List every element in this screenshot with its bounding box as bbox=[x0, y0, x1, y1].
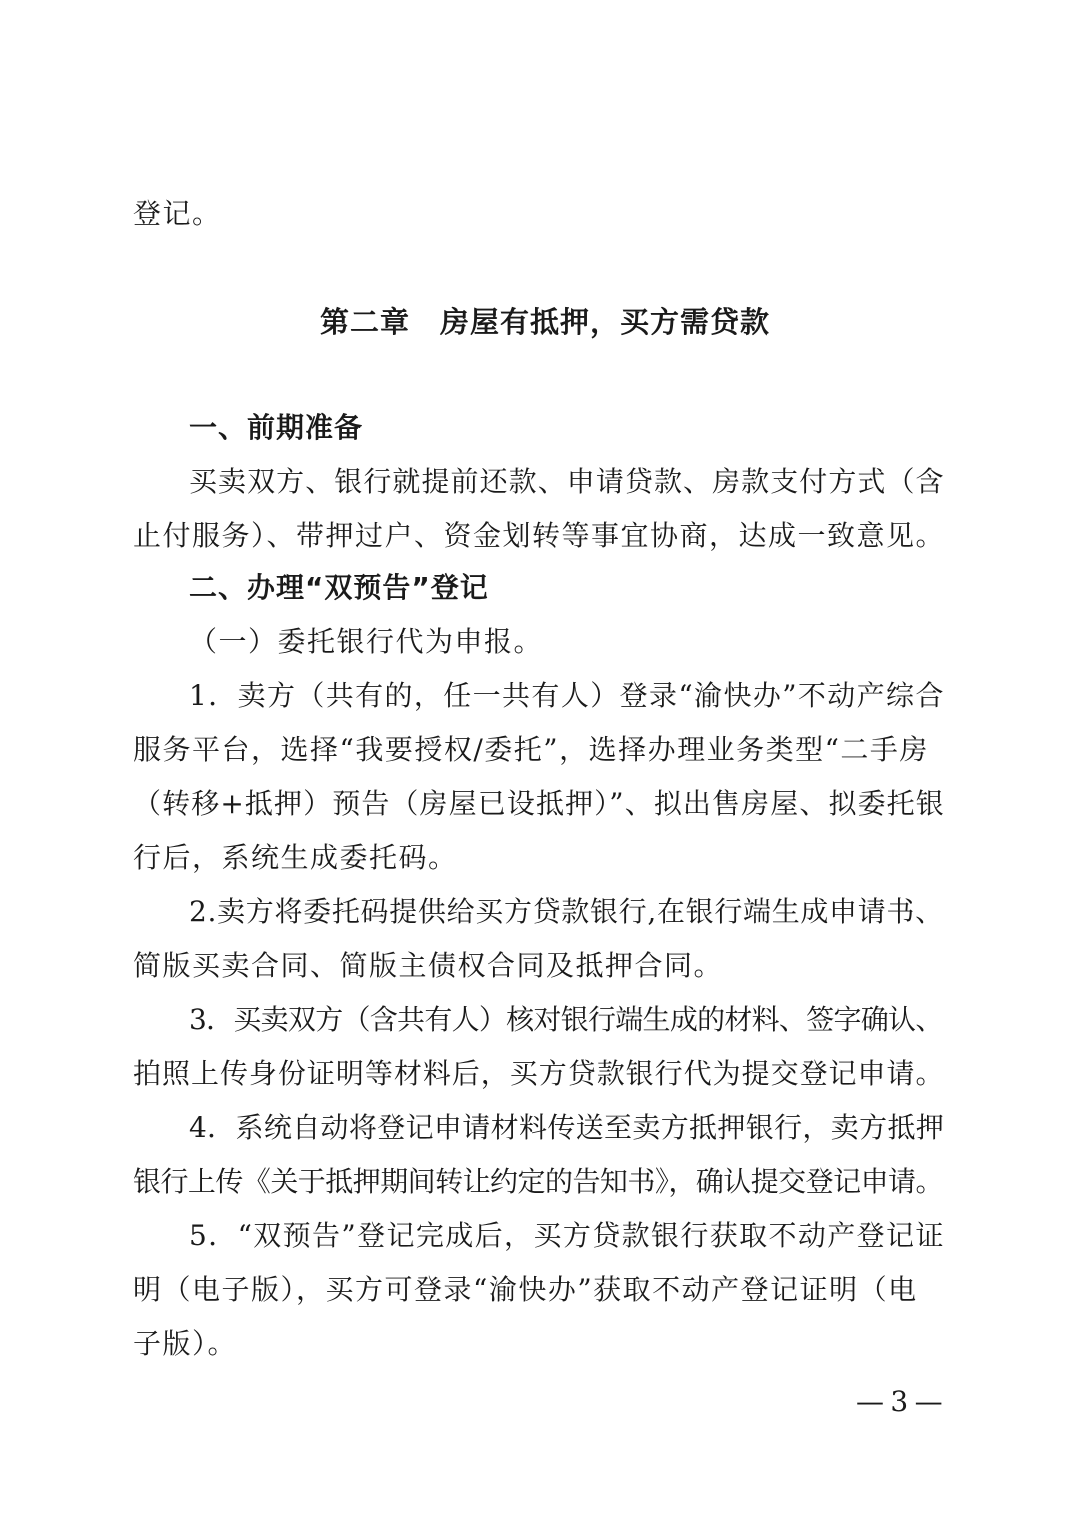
paragraph-line: 止付服务）、带押过户、资金划转等事宜协商，达成一致意见。 bbox=[133, 519, 946, 552]
list-item-5-line: 明（电子版），买方可登录“渝快办”获取不动产登记证明（电 bbox=[133, 1273, 918, 1306]
section-heading-preparation: 一、前期准备 bbox=[189, 411, 364, 444]
paragraph-line: 买卖双方、银行就提前还款、申请贷款、房款支付方式（含 bbox=[189, 465, 945, 498]
list-item-3-line: 3．买卖双方（含共有人）核对银行端生成的材料、签字确认、 bbox=[189, 1003, 943, 1036]
continuation-text: 登记。 bbox=[133, 197, 222, 230]
list-item-1-line: 1．卖方（共有的，任一共有人）登录“渝快办”不动产综合 bbox=[189, 679, 945, 712]
list-item-4-line: 银行上传《关于抵押期间转让约定的告知书》，确认提交登记申请。 bbox=[133, 1165, 943, 1198]
list-item-4-line: 4．系统自动将登记申请材料传送至卖方抵押银行，卖方抵押 bbox=[189, 1111, 945, 1144]
list-item-1-line: 服务平台，选择“我要授权/委托”，选择办理业务类型“二手房 bbox=[133, 733, 929, 766]
list-item-2-line: 2.卖方将委托码提供给买方贷款银行,在银行端生成申请书、 bbox=[189, 895, 944, 928]
list-item-5-line: 5．“双预告”登记完成后，买方贷款银行获取不动产登记证 bbox=[189, 1219, 945, 1252]
list-item-5-line: 子版）。 bbox=[133, 1327, 238, 1360]
list-item-2-line: 简版买卖合同、简版主债权合同及抵押合同。 bbox=[133, 949, 724, 982]
section-heading-double-notice: 二、办理“双预告”登记 bbox=[189, 571, 489, 604]
list-item-3-line: 拍照上传身份证明等材料后，买方贷款银行代为提交登记申请。 bbox=[133, 1057, 945, 1090]
sub-heading-bank-delegation: （一）委托银行代为申报。 bbox=[189, 625, 544, 658]
list-item-1-line: 行后，系统生成委托码。 bbox=[133, 841, 458, 874]
chapter-title: 第二章 房屋有抵押，买方需贷款 bbox=[320, 305, 771, 339]
list-item-1-line: （转移+抵押）预告（房屋已设抵押）”、拟出售房屋、拟委托银 bbox=[133, 787, 945, 820]
page-number: — 3 — bbox=[856, 1385, 942, 1418]
